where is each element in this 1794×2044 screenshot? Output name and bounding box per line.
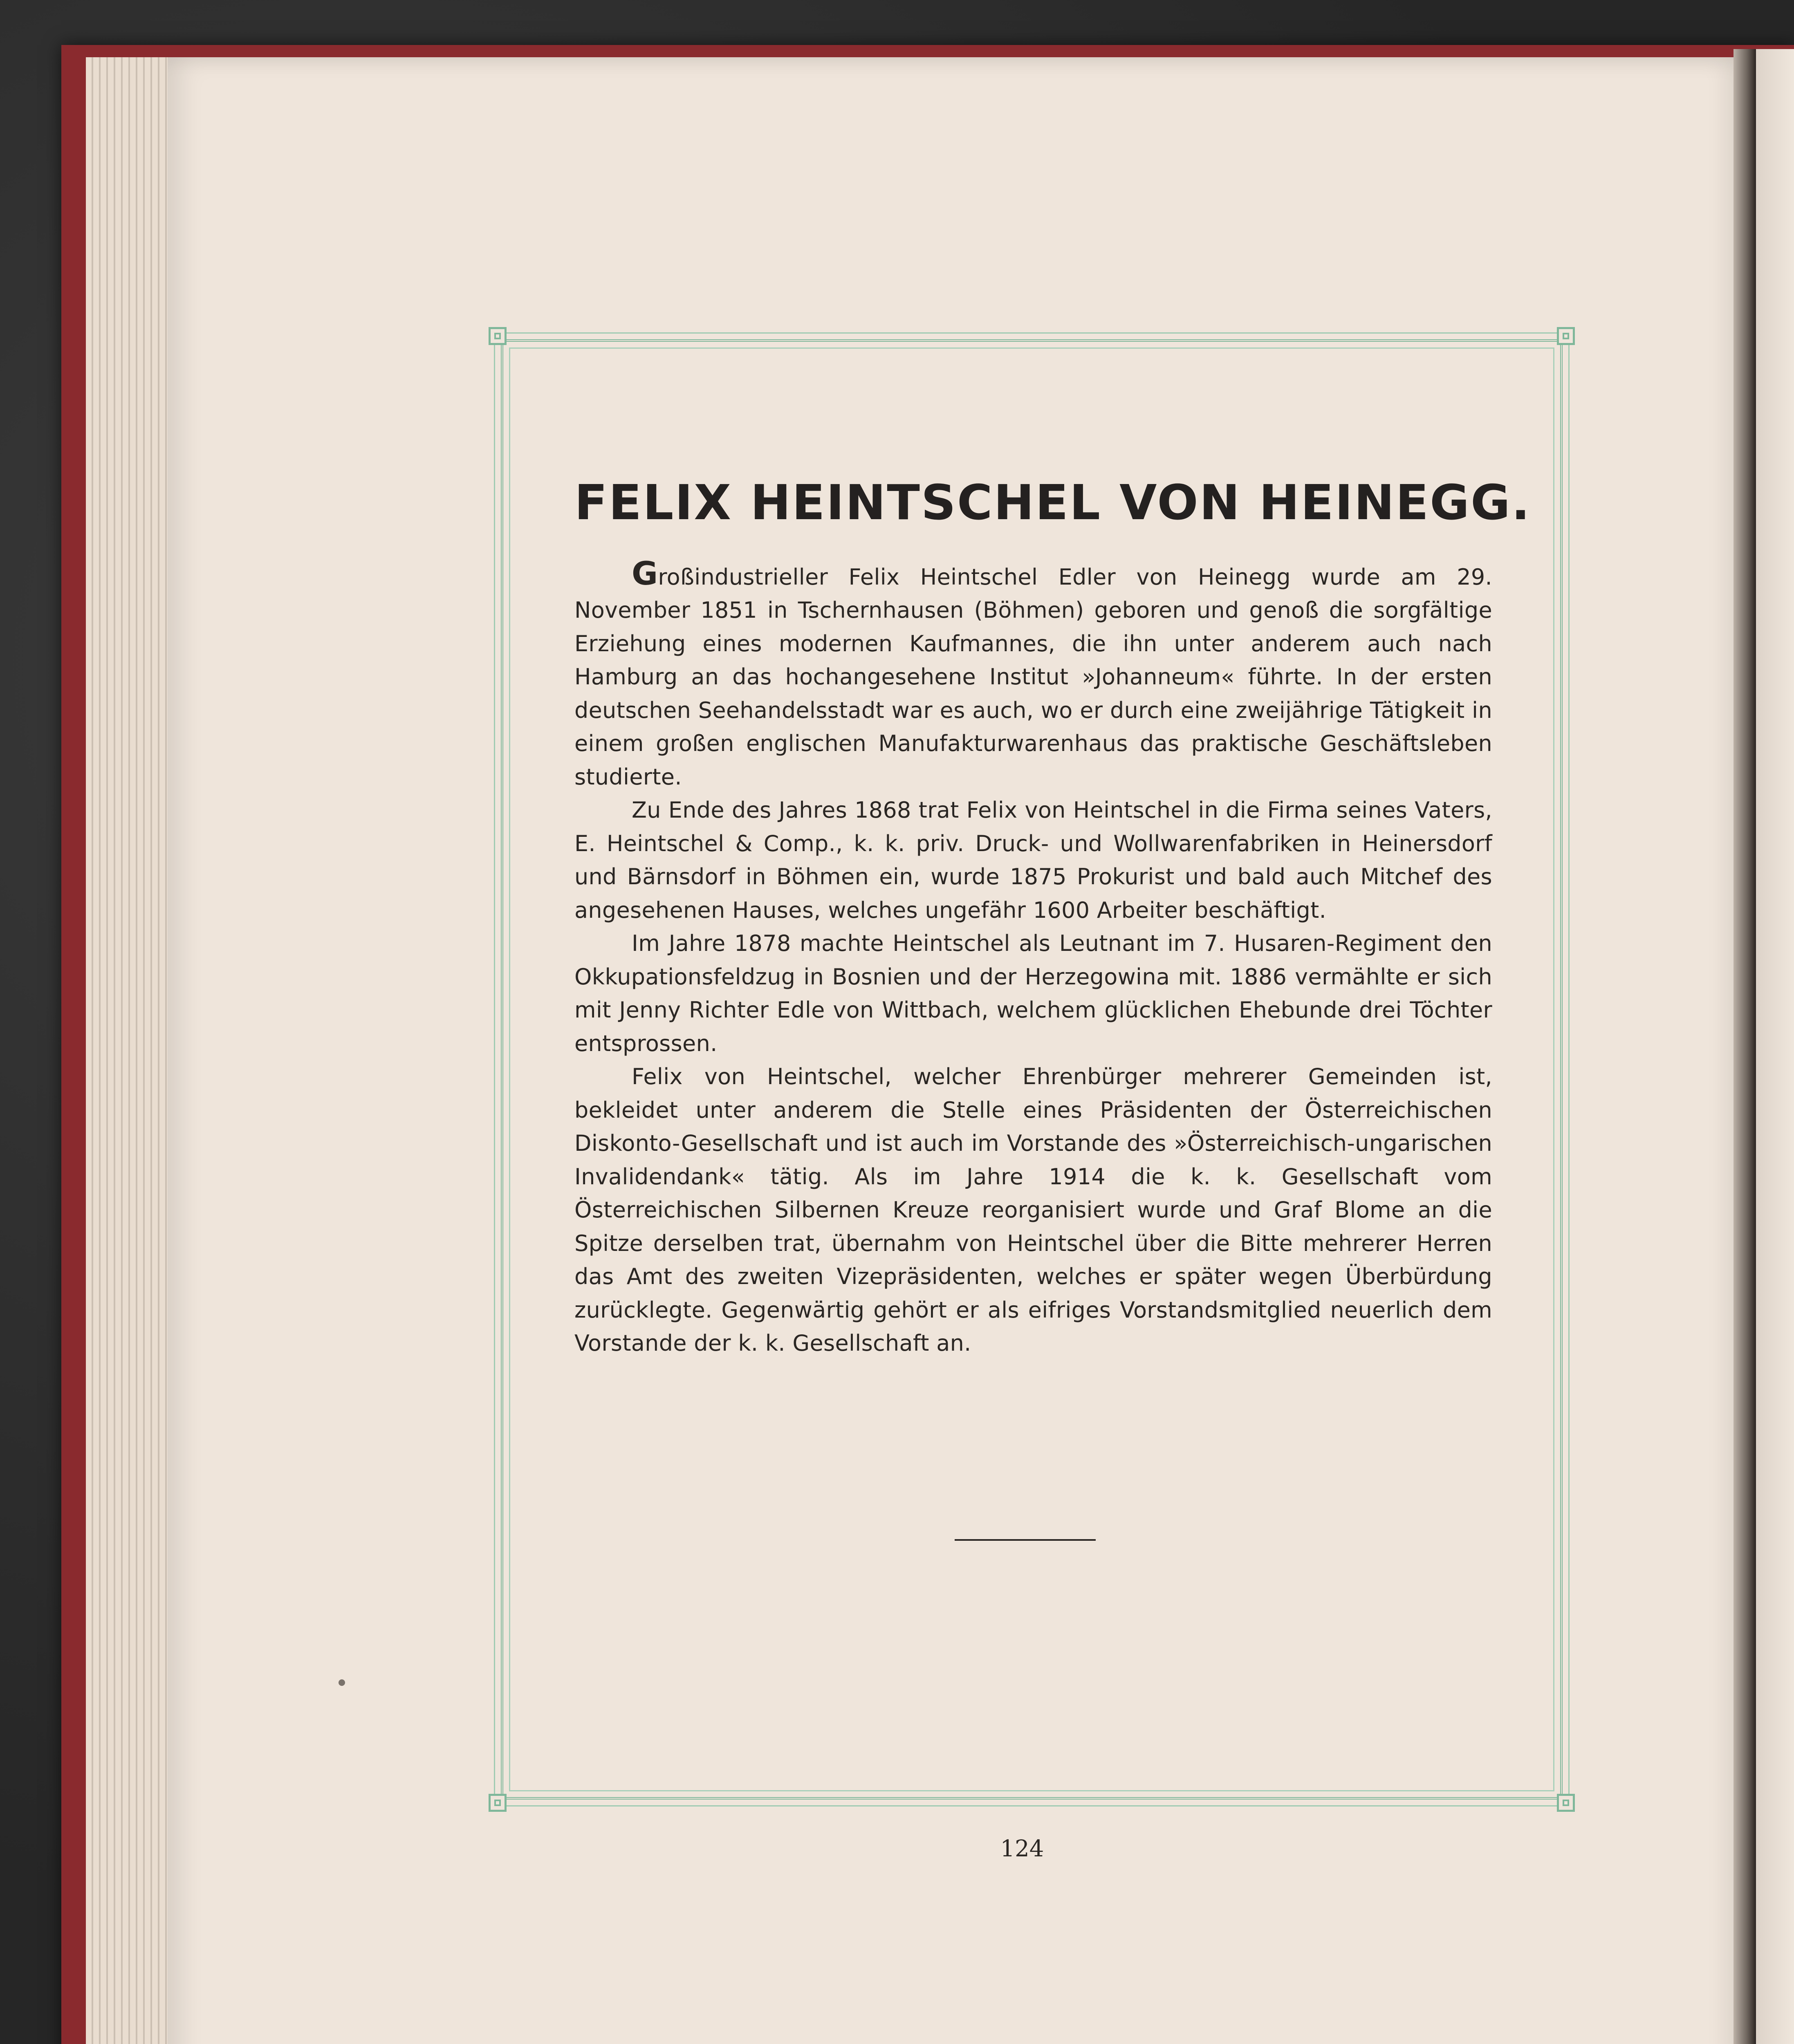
frame-corner-ornament (1557, 327, 1575, 345)
frame-corner-ornament (489, 327, 507, 345)
page-title: FELIX HEINTSCHEL VON HEINEGG. (574, 474, 1531, 531)
frame-corner-ornament (489, 1794, 507, 1812)
closing-rule (955, 1539, 1096, 1541)
book-gutter (1733, 49, 1756, 2044)
article (574, 474, 1531, 1360)
paragraph (574, 555, 1492, 794)
paragraph (574, 793, 1492, 927)
paragraph (574, 1060, 1492, 1360)
paragraph (574, 927, 1492, 1060)
paragraph-text: Zu Ende des Jahres 1868 trat Felix von Heintschel in die Firma seines Vaters, E. Heintschel & Comp., k. k. priv. Druck- und Wollwarenfabriken in Heinersdorf und Bärnsdorf in Böhmen ein, wurde 1875 Prokurist und bald auch Mitchef des angesehenen Hauses, welches ungefähr 1600 Arbeiter beschäftigt. (574, 797, 1492, 923)
page-edges (86, 57, 180, 2044)
paper-speck (339, 1679, 345, 1686)
facing-page-edge (1756, 49, 1794, 2044)
paragraph-text: Im Jahre 1878 machte Heintschel als Leutnant im 7. Husaren-Regiment den Okkupationsfeldzug in Bosnien und der Herzegowina mit. 1886 vermählte er sich mit Jenny Richter Edle von Wittbach, welchem glücklichen Ehebunde drei Töchter entsprossen. (574, 930, 1492, 1056)
paragraph-text: roßindustrieller Felix Heintschel Edler von Heinegg wurde am 29. November 1851 in Tschernhausen (Böhmen) geboren und genoß die sorgfältige Erziehung eines modernen Kaufmannes, die ihn unter anderem auch nach Hamburg an das hochangesehene Institut »Johanneum« führte. In der ersten deutschen Seehandelsstadt war es auch, wo er durch eine zweijährige Tätigkeit in einem großen englischen Manufakturwarenhaus das praktische Geschäftsleben studierte. (574, 564, 1492, 790)
page-number: 124 (1000, 1836, 1044, 1862)
frame-corner-ornament (1557, 1794, 1575, 1812)
paragraph-text: Felix von Heintschel, welcher Ehrenbürger mehrerer Gemeinden ist, bekleidet unter anderem die Stelle eines Präsidenten der Österreichischen Diskonto-Gesellschaft und ist auch im Vorstande des »Österreichisch-ungarischen Invalidendank« tätig. Als im Jahre 1914 die k. k. Gesellschaft vom Österreichischen Silbernen Kreuze reorganisiert wurde und Graf Blome an die Spitze derselben trat, übernahm von Heintschel über die Bitte mehrerer Herren das Amt des zweiten Vizepräsidenten, welches er später wegen Überbürdung zurücklegte. Gegenwärtig gehört er als eifriges Vorstandsmitglied neuerlich dem Vorstande der k. k. Gesellschaft an. (574, 1064, 1492, 1356)
drop-cap: G (632, 555, 658, 592)
